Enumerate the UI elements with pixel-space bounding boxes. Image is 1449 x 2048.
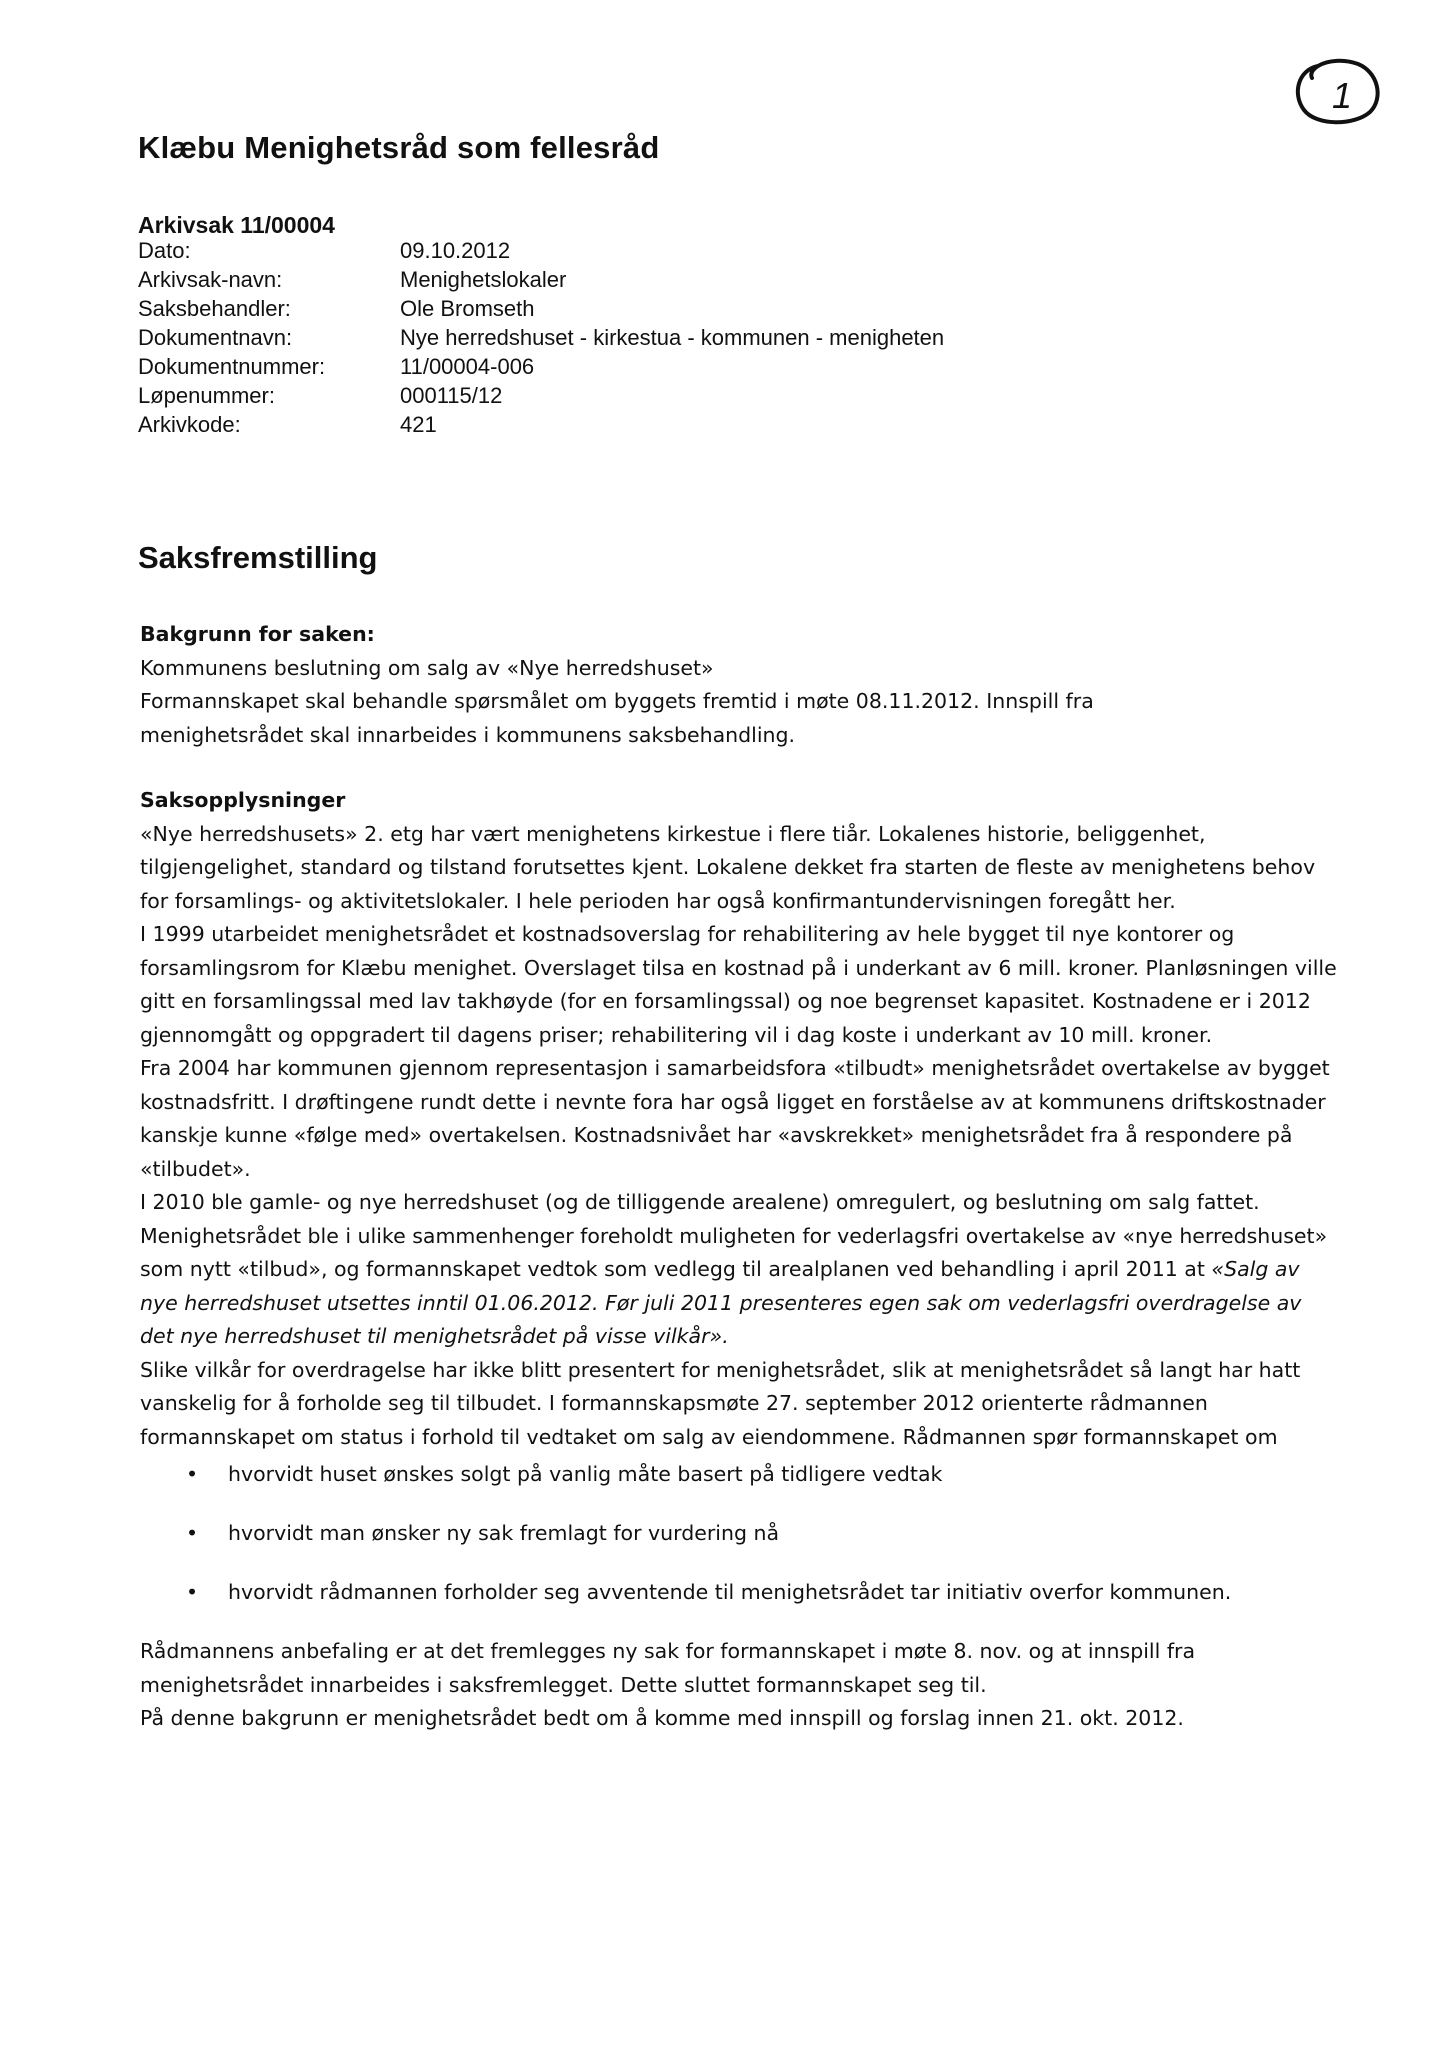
list-item: • hvorvidt rådmannen forholder seg avventende til menighetsrådet tar initiativ overfor kommunen. (140, 1576, 1340, 1609)
info-paragraph-text: Menighetsrådet ble i ulike sammenhenger foreholdt muligheten for vederlagsfri overtakelse av «nye herredshuset» som nytt «tilbud», og formannskapet vedtok som vedlegg til arealplanen ved behandling i april 2011 at (140, 1223, 1328, 1281)
info-paragraph: I 2010 ble gamle- og nye herredshuset (og de tilliggende arealene) omregulert, og beslutning om salg fattet. (140, 1190, 1260, 1214)
metadata-value: Ole Bromseth (400, 296, 535, 321)
info-paragraph: Rådmannens anbefaling er at det fremlegges ny sak for formannskapet i møte 8. nov. og at innspill fra menighetsrådet innarbeides i saksfremlegget. Dette sluttet formannskapet seg til. (140, 1639, 1196, 1697)
list-item: • hvorvidt man ønsker ny sak fremlagt for vurdering nå (140, 1517, 1340, 1550)
metadata-row (138, 412, 944, 441)
question-list (140, 1458, 1340, 1609)
info-paragraph: Fra 2004 har kommunen gjennom representasjon i samarbeidsfora «tilbudt» menighetsrådet overtakelse av bygget kostnadsfritt. I drøftingene rundt dette i nevnte fora har også ligget en forståelse av at kommunens driftskostnader kanskje kunne «følge med» overtakelsen. Kostnadsnivået har «avskrekket» menighetsrådet fra å respondere på «tilbudet». (140, 1056, 1330, 1181)
info-paragraph: «Nye herredshusets» 2. etg har vært menighetens kirkestue i flere tiår. Lokalenes historie, beliggenhet, tilgjengelighet, standard og tilstand forutsettes kjent. Lokalene dekket fra starten de fleste av menighetens behov for forsamlings- og aktivitetslokaler. I hele perioden har også konfirmantundervisningen foregått her. (140, 821, 1316, 913)
handwritten-circle-icon (1288, 56, 1384, 128)
metadata-row (138, 383, 944, 412)
metadata-value: 09.10.2012 (400, 238, 511, 263)
info-paragraph: På denne bakgrunn er menighetsrådet bedt om å komme med innspill og forslag innen 21. okt. 2012. (140, 1706, 1184, 1730)
metadata-label: Dokumentnavn: (138, 325, 293, 350)
metadata-row (138, 296, 944, 325)
organization-title: Klæbu Menighetsråd som fellesråd (138, 130, 660, 165)
metadata-row (138, 238, 944, 267)
section-title: Saksfremstilling (138, 540, 378, 575)
background-line: Formannskapet skal behandle spørsmålet om byggets fremtid i møte 08.11.2012. Innspill fra (140, 689, 1094, 713)
background-line: Kommunens beslutning om salg av «Nye herredshuset» (140, 655, 714, 680)
case-number-heading: Arkivsak 11/00004 (138, 212, 335, 238)
metadata-label: Arkivsak-navn: (138, 267, 283, 292)
metadata-label: Dokumentnummer: (138, 354, 326, 379)
info-paragraph: I 1999 utarbeidet menighetsrådet et kostnadsoverslag for rehabilitering av hele bygget til nye kontorer og forsamlingsrom for Klæbu menighet. Overslaget tilsa en kostnad på i underkant av 6 mill. kroner. Planløsningen ville gitt en forsamlingssal med lav takhøyde (for en forsamlingssal) og noe begrenset kapasitet. Kostnadene er i 2012 gjennomgått og oppgradert til dagens priser; rehabilitering vil i dag koste i underkant av 10 mill. kroner. (140, 922, 1337, 1047)
metadata-value: 000115/12 (400, 383, 503, 408)
metadata-row (138, 325, 944, 354)
metadata-value: Menighetslokaler (400, 267, 567, 292)
spacer (140, 752, 1340, 784)
info-heading: Saksopplysninger (140, 788, 346, 812)
metadata-label: Dato: (138, 238, 191, 263)
page-number-stamp (1288, 56, 1384, 128)
info-paragraph (140, 1220, 1340, 1354)
metadata-value: Nye herredshuset - kirkestua - kommunen - menigheten (400, 325, 945, 350)
metadata-row (138, 354, 944, 383)
quoted-decision: «Salg av nye herredshuset utsettes inntil 01.06.2012. Før juli 2011 presenteres egen sak om vederlagsfri overdragelse av det nye herredshuset til menighetsrådet på visse vilkår». (140, 1257, 1302, 1348)
metadata-value: 11/00004-006 (400, 354, 535, 379)
case-metadata-table (138, 238, 944, 441)
list-item: • hvorvidt huset ønskes solgt på vanlig måte basert på tidligere vedtak (140, 1458, 1340, 1491)
background-heading: Bakgrunn for saken: (140, 622, 375, 646)
metadata-label: Saksbehandler: (138, 296, 291, 321)
metadata-value: 421 (400, 412, 437, 437)
info-paragraph: Slike vilkår for overdragelse har ikke blitt presentert for menighetsrådet, slik at menighetsrådet så langt har hatt vanskelig for å forholde seg til tilbudet. I formannskapsmøte 27. september 2012 orienterte rådmannen formannskapet om status i forhold til vedtaket om salg av eiendommene. Rådmannen spør formannskapet om (140, 1357, 1301, 1449)
background-line: menighetsrådet skal innarbeides i kommunens saksbehandling. (140, 722, 796, 747)
metadata-row (138, 267, 944, 296)
metadata-label: Løpenummer: (138, 383, 275, 408)
page-number: 1 (1332, 75, 1353, 116)
case-body (140, 618, 1340, 1736)
metadata-label: Arkivkode: (138, 412, 241, 437)
